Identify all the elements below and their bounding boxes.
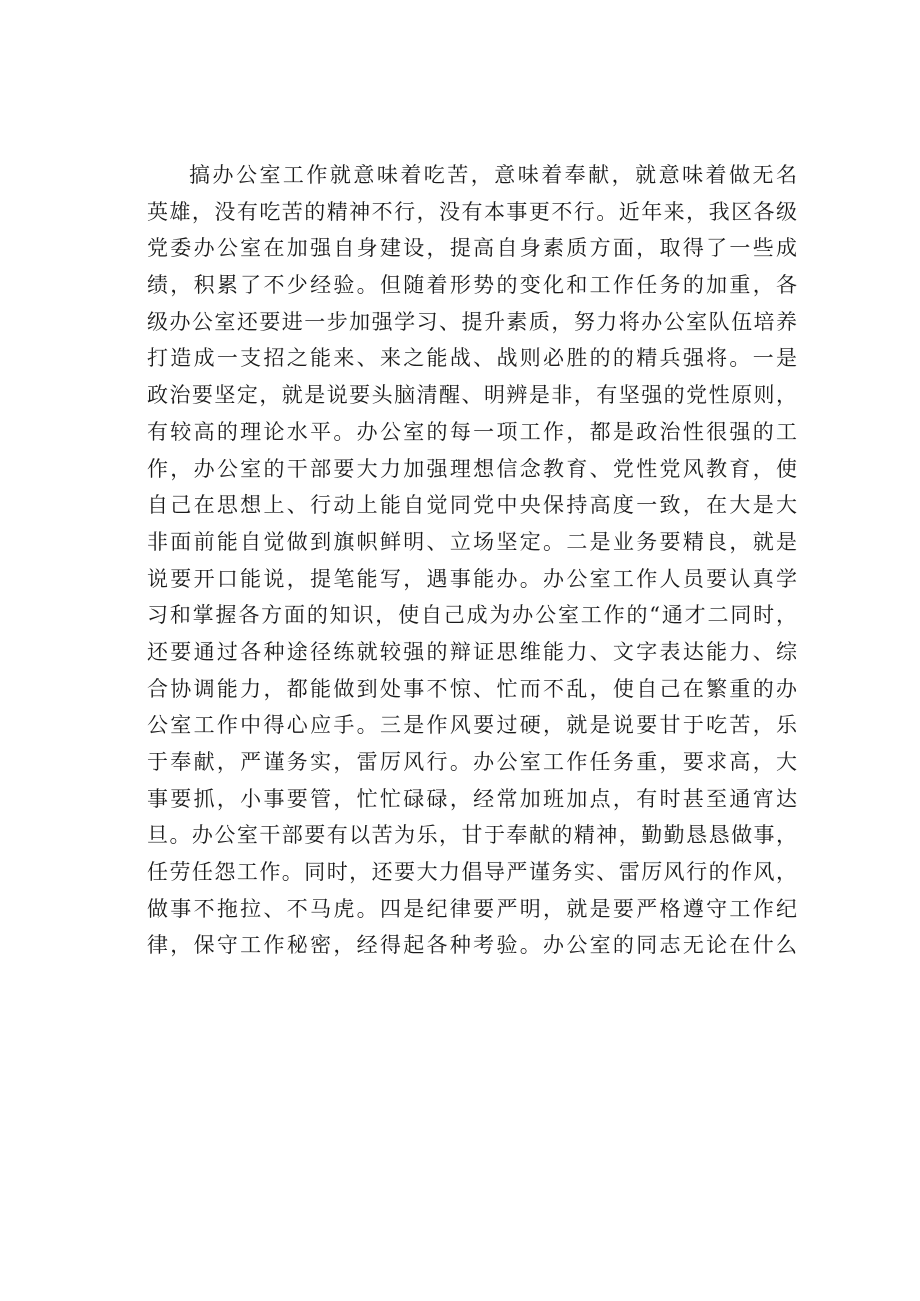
text-line: 事要抓，小事要管，忙忙碌碌，经常加班加点，有时甚至通宵达 (147, 786, 797, 811)
text-line: 自己在思想上、行动上能自觉同党中央保持高度一致，在大是大 (147, 493, 797, 518)
text-line: 作，办公室的干部要大力加强理想信念教育、党性党风教育，使 (147, 456, 797, 481)
text-line: 级办公室还要进一步加强学习、提升素质，努力将办公室队伍培养 (147, 309, 797, 334)
text-line: 任劳任怨工作。同时，还要大力倡导严谨务实、雷厉风行的作风， (147, 860, 797, 885)
text-line: 非面前能自觉做到旗帜鲜明、立场坚定。二是业务要精良，就是 (147, 529, 797, 554)
text-line: 说要开口能说，提笔能写，遇事能办。办公室工作人员要认真学 (147, 566, 797, 591)
body-paragraph (147, 157, 797, 964)
text-line: 英雄，没有吃苦的精神不行，没有本事更不行。近年来，我区各级 (147, 199, 797, 224)
text-line: 习和掌握各方面的知识，使自己成为办公室工作的“通才二同时， (147, 603, 797, 628)
text-line: 合协调能力，都能做到处事不惊、忙而不乱，使自己在繁重的办 (147, 676, 797, 701)
text-line: 党委办公室在加强自身建设，提高自身素质方面，取得了一些成 (147, 236, 797, 261)
text-line: 公室工作中得心应手。三是作风要过硬，就是说要甘于吃苦，乐 (147, 713, 797, 738)
text-line: 打造成一支招之能来、来之能战、战则必胜的的精兵强将。一是 (147, 346, 797, 371)
text-line: 政治要坚定，就是说要头脑清醒、明辨是非，有坚强的党性原则， (147, 383, 797, 408)
text-line: 还要通过各种途径练就较强的辩证思维能力、文字表达能力、综 (147, 639, 797, 664)
text-line: 于奉献，严谨务实，雷厉风行。办公室工作任务重，要求高，大 (147, 750, 797, 774)
text-line: 有较高的理论水平。办公室的每一项工作，都是政治性很强的工 (147, 419, 797, 444)
text-line: 做事不拖拉、不马虎。四是纪律要严明，就是要严格遵守工作纪 (147, 896, 797, 921)
text-line: 旦。办公室干部要有以苦为乐，甘于奉献的精神，勤勤恳恳做事， (147, 823, 797, 848)
text-line: 绩，积累了不少经验。但随着形势的变化和工作任务的加重，各 (147, 273, 797, 298)
text-line: 搞办公室工作就意味着吃苦，意味着奉献，就意味着做无名 (189, 163, 797, 187)
text-line: 律，保守工作秘密，经得起各种考验。办公室的同志无论在什么 (147, 933, 797, 958)
